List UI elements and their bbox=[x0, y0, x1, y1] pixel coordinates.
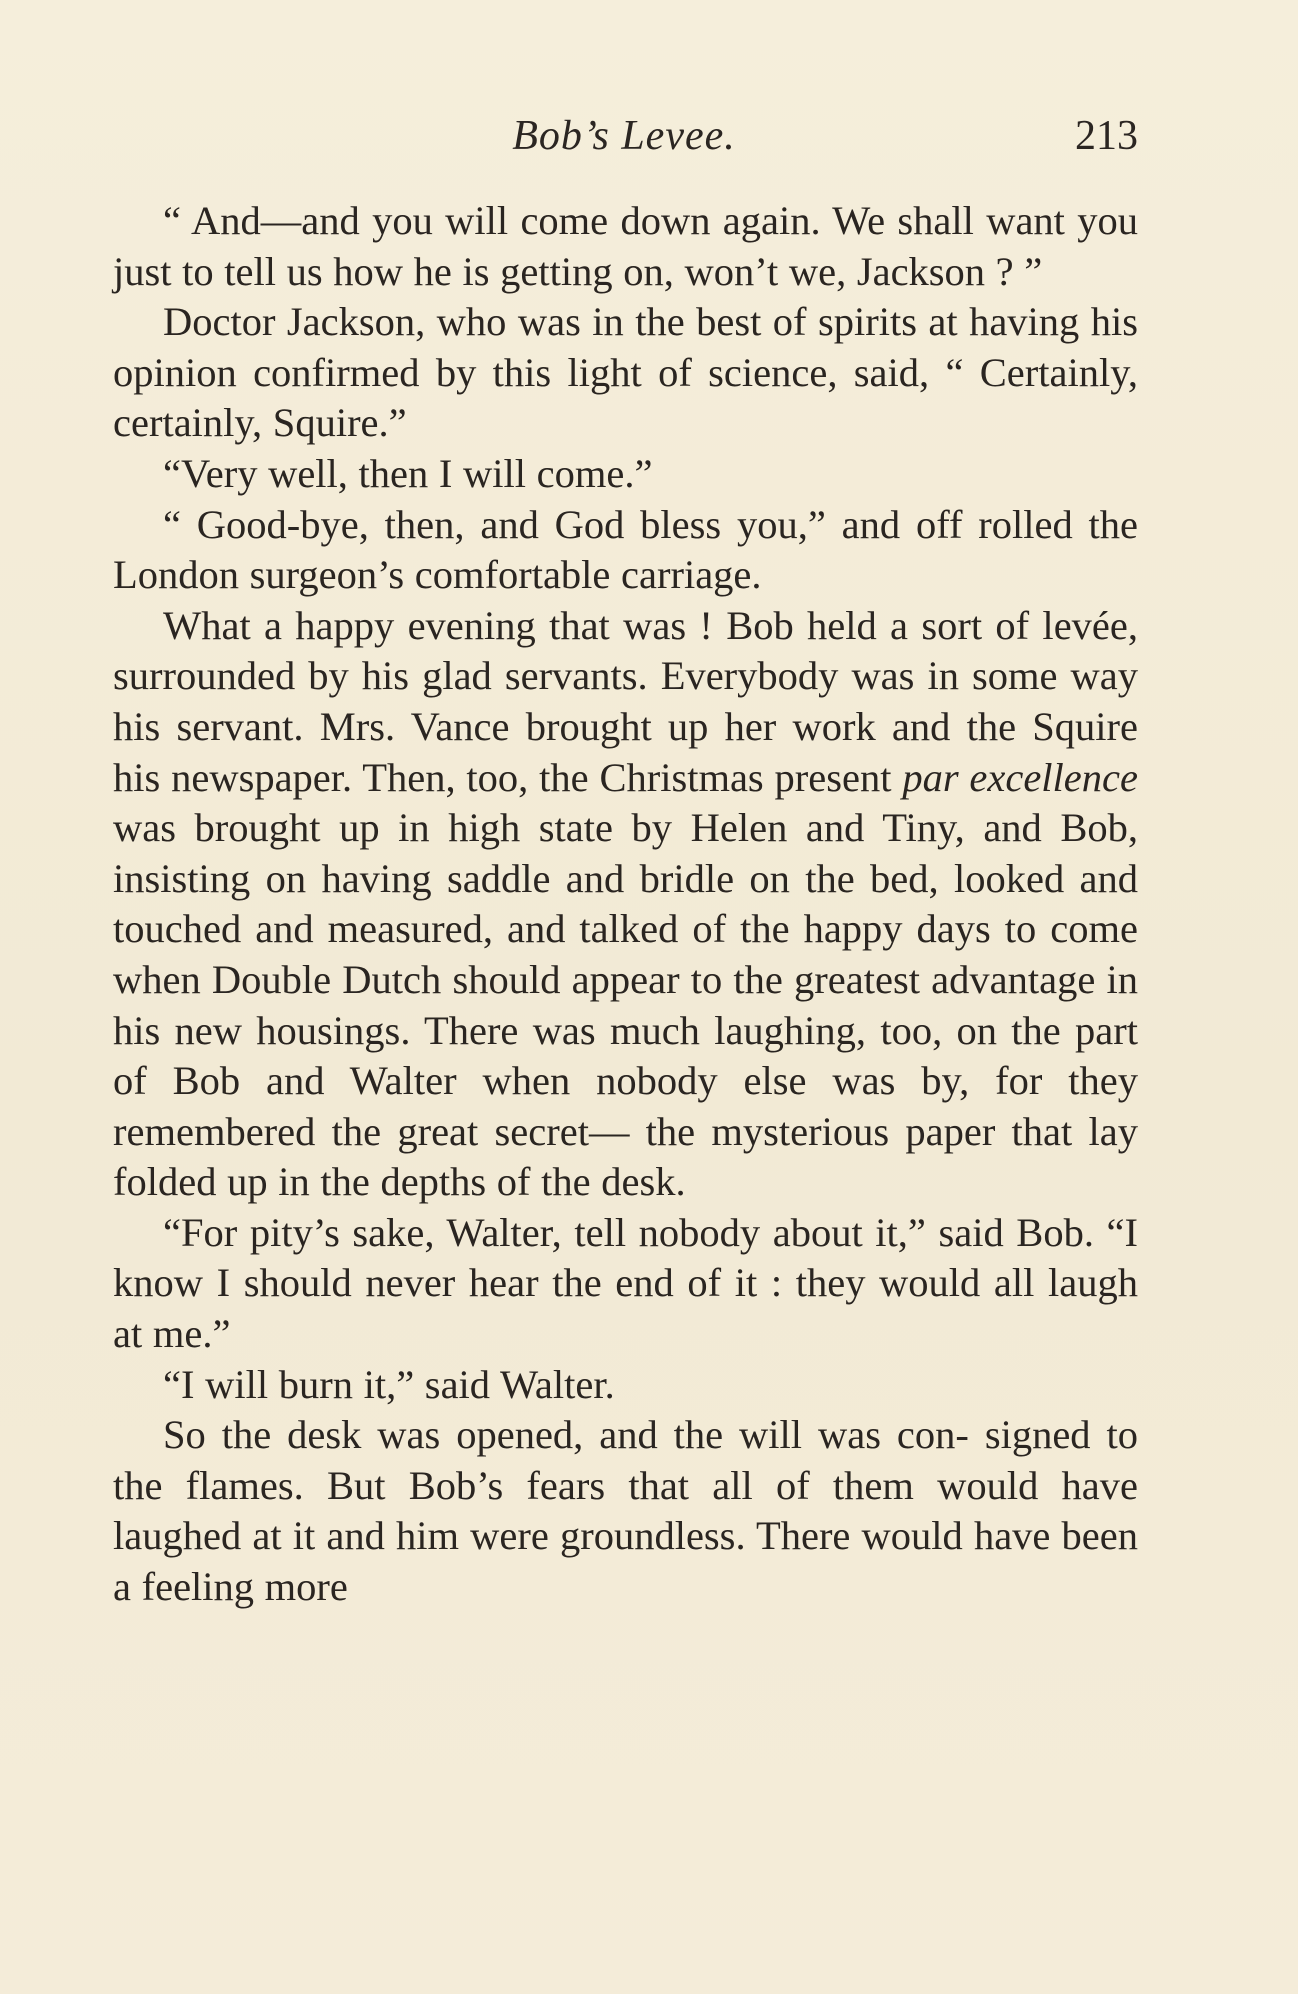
page-header bbox=[110, 112, 1138, 172]
paragraph bbox=[113, 601, 1138, 1208]
paragraph-text: What a happy evening that was ! Bob held a sort of levée, surrounded by his glad servants. Everybody was in some way his servant. Mrs. Vance brought up her work and the Squire his newspaper. Then, too, the Christmas present bbox=[113, 602, 1138, 800]
running-title: Bob’s Levee. bbox=[512, 113, 736, 159]
paragraph-text: was brought up in high state by Helen and Tiny, and Bob, insisting on having saddle and bridle on the bed, looked and touched and measured, and talked of the happy days to come when Double Dutch should appear to the greatest advantage in his new housings. There was much laughing, too, on the part of Bob and Walter when nobody else was by, for they remembered the great secret— the mysterious paper that lay folded up in the depths of the desk. bbox=[113, 805, 1138, 1205]
paragraph: “For pity’s sake, Walter, tell nobody about it,” said Bob. “I know I should never hear the end of it : they would all laugh at me.” bbox=[113, 1209, 1138, 1357]
paragraph: So the desk was opened, and the will was con- signed to the flames. But Bob’s fears that all of them would have laughed at it and him were groundless. There would have been a feeling more bbox=[113, 1412, 1138, 1610]
paragraph: Doctor Jackson, who was in the best of spirits at having his opinion confirmed by this light of science, said, “ Certainly, certainly, Squire.” bbox=[113, 299, 1138, 446]
italic-phrase: par excellence bbox=[902, 754, 1138, 800]
body-text bbox=[113, 196, 1138, 1613]
paragraph: “ And—and you will come down again. We shall want you just to tell us how he is getting on, won’t we, Jackson ? ” bbox=[113, 198, 1138, 294]
paragraph: “I will burn it,” said Walter. bbox=[163, 1361, 615, 1407]
paragraph: “Very well, then I will come.” bbox=[163, 450, 653, 496]
page-number: 213 bbox=[1075, 113, 1138, 159]
paragraph: “ Good-bye, then, and God bless you,” and off rolled the London surgeon’s comfortable carriage. bbox=[113, 501, 1138, 598]
